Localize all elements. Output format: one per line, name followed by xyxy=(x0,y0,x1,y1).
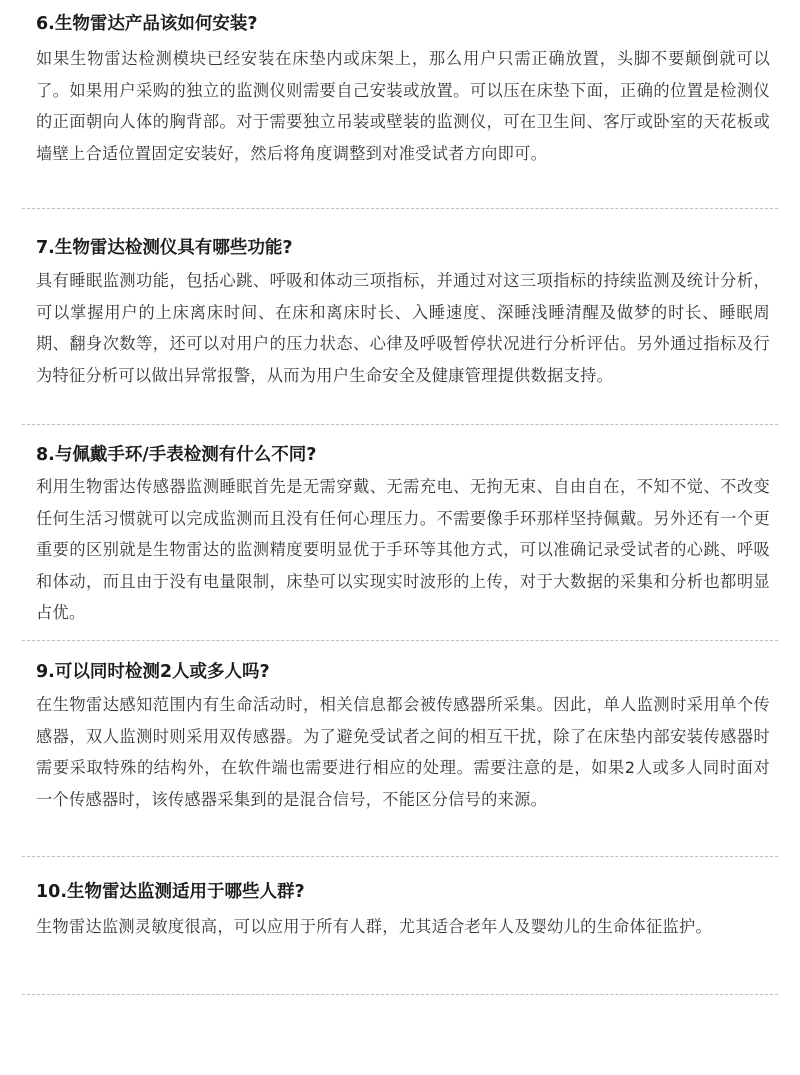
faq-question: 6.生物雷达产品该如何安装? xyxy=(36,14,258,34)
faq-question: 9.可以同时检测2人或多人吗? xyxy=(36,662,270,682)
faq-item-7 xyxy=(22,209,778,425)
faq-question: 8.与佩戴手环/手表检测有什么不同? xyxy=(36,445,317,465)
faq-item-10 xyxy=(22,857,778,995)
faq-answer: 如果生物雷达检测模块已经安装在床垫内或床架上，那么用户只需正确放置，头脚不要颠倒就可以了。如果用户采购的独立的监测仪则需要自己安装或放置。可以压在床垫下面，正确的位置是检测仪的正面朝向人体的胸背部。对于需要独立吊装或壁装的监测仪，可在卫生间、客厅或卧室的天花板或墙壁上合适位置固定安装好，然后将角度调整到对准受试者方向即可。 xyxy=(36,49,770,163)
faq-answer: 在生物雷达感知范围内有生命活动时，相关信息都会被传感器所采集。因此，单人监测时采用单个传感器，双人监测时则采用双传感器。为了避免受试者之间的相互干扰，除了在床垫内部安装传感器时需要采取特殊的结构外，在软件端也需要进行相应的处理。需要注意的是，如果2人或多人同时面对一个传感器时，该传感器采集到的是混合信号，不能区分信号的来源。 xyxy=(36,695,770,809)
faq-item-9 xyxy=(22,641,778,857)
faq-question: 7.生物雷达检测仪具有哪些功能? xyxy=(36,238,293,258)
faq-answer: 利用生物雷达传感器监测睡眠首先是无需穿戴、无需充电、无拘无束、自由自在，不知不觉、不改变任何生活习惯就可以完成监测而且没有任何心理压力。不需要像手环那样坚持佩戴。另外还有一个更重要的区别就是生物雷达的监测精度要明显优于手环等其他方式，可以准确记录受试者的心跳、呼吸和体动，而且由于没有电量限制，床垫可以实现实时波形的上传，对于大数据的采集和分析也都明显占优。 xyxy=(36,477,770,622)
faq-item-6 xyxy=(22,0,778,209)
faq-answer: 具有睡眠监测功能，包括心跳、呼吸和体动三项指标，并通过对这三项指标的持续监测及统计分析，可以掌握用户的上床离床时间、在床和离床时长、入睡速度、深睡浅睡清醒及做梦的时长、睡眠周期、翻身次数等，还可以对用户的压力状态、心律及呼吸暂停状况进行分析评估。另外通过指标及行为特征分析可以做出异常报警，从而为用户生命安全及健康管理提供数据支持。 xyxy=(36,271,770,385)
faq-answer: 生物雷达监测灵敏度很高，可以应用于所有人群，尤其适合老年人及婴幼儿的生命体征监护。 xyxy=(36,917,712,936)
faq-item-8 xyxy=(22,425,778,641)
faq-list xyxy=(22,0,778,995)
faq-question: 10.生物雷达监测适用于哪些人群? xyxy=(36,882,305,902)
